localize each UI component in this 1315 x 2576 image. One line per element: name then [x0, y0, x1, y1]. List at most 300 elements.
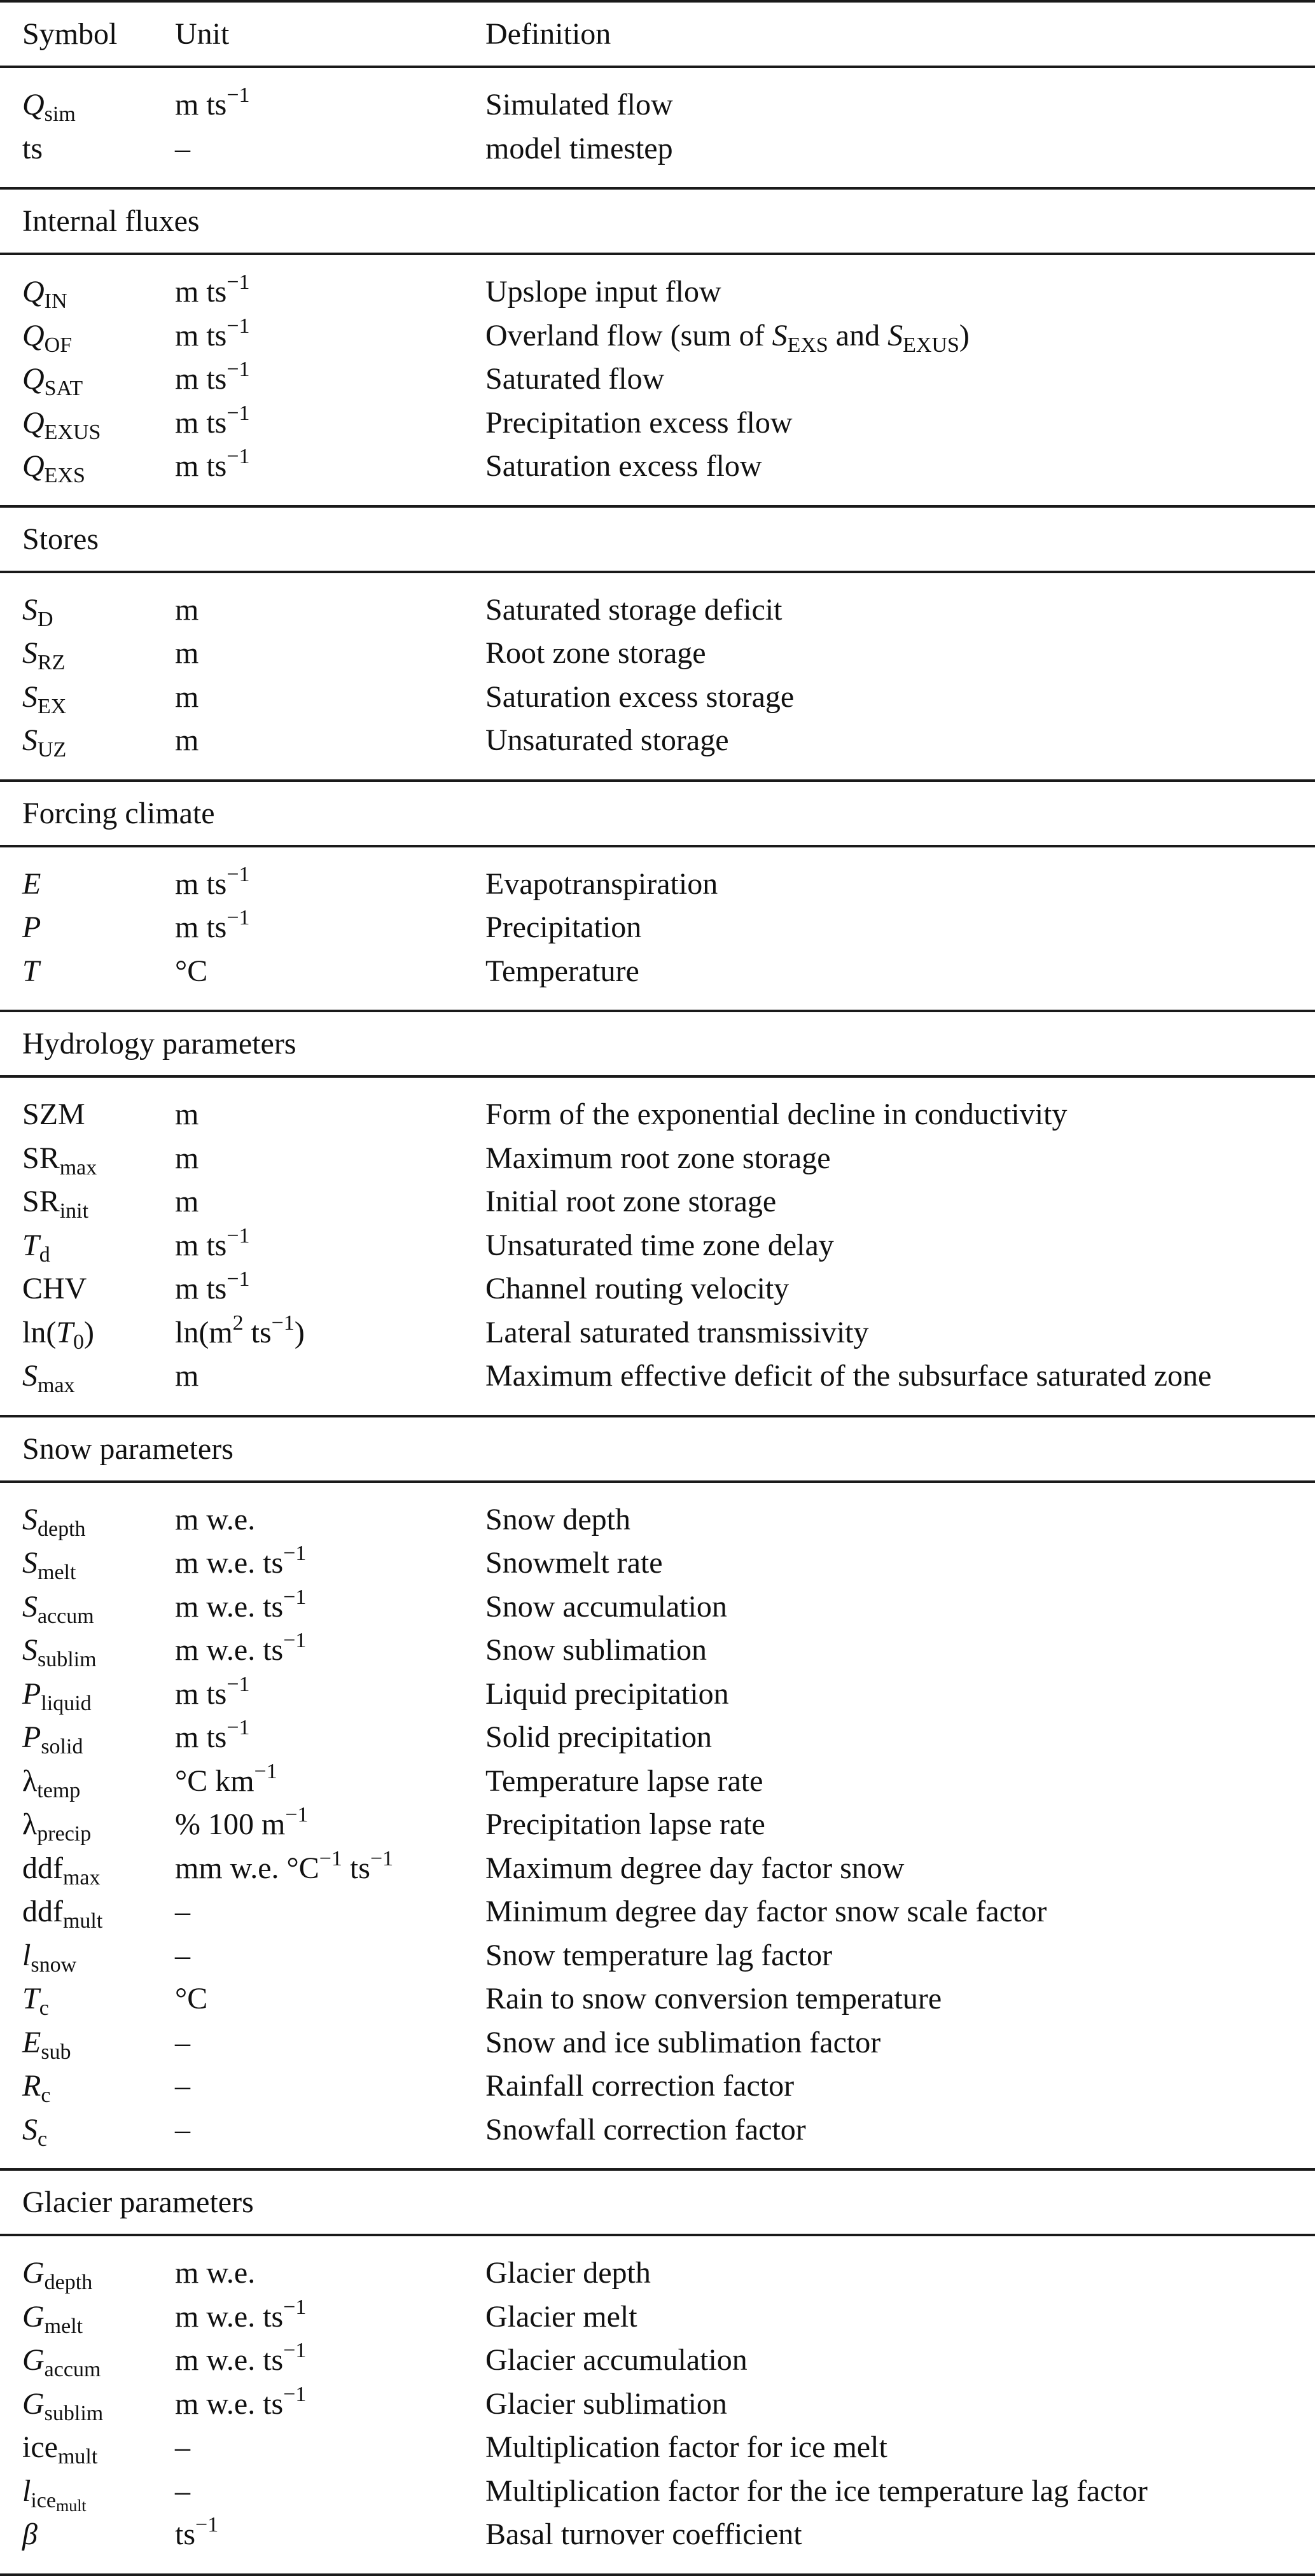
symbol-main: S: [22, 1502, 38, 1536]
table-row: [0, 1354, 1315, 1398]
symbol-cell: [22, 2021, 71, 2064]
definition-cell: Initial root zone storage: [485, 1185, 777, 1218]
symbol-subscript: EXS: [44, 464, 85, 487]
symbol-main: SR: [22, 1141, 60, 1175]
symbol-cell: [22, 1137, 97, 1180]
unit-cell: [175, 1977, 207, 2021]
unit-cell: mm w.e. $^\circ C^{-1}$ $ts^{-1}$: [175, 1846, 394, 1885]
definition-cell: Precipitation: [485, 910, 642, 944]
definition-cell: Glacier depth: [485, 2256, 651, 2290]
definition-cell: Unsaturated time zone delay: [485, 1228, 834, 1262]
section-title: Glacier parameters: [22, 2185, 254, 2219]
definition-cell: Evapotranspiration: [485, 867, 718, 901]
unit-text: –: [175, 2069, 190, 2103]
symbol-main: S: [22, 723, 38, 757]
definition-cell: Saturated flow: [485, 362, 665, 396]
unit-cell: [175, 83, 250, 127]
table-row: [0, 1673, 1315, 1716]
symbol-cell: [22, 719, 66, 762]
table-row: [0, 314, 1315, 358]
table-row: [0, 127, 1315, 171]
symbol-main: S: [22, 1633, 38, 1667]
definition-cell: Snow depth: [485, 1502, 630, 1536]
table-row: [0, 1629, 1315, 1673]
table-row: [0, 1093, 1315, 1137]
symbol-main: G: [22, 2386, 45, 2421]
unit-cell: [175, 314, 250, 358]
unit-text: m w.e.: [175, 2256, 256, 2290]
unit-superscript: −1: [283, 2339, 307, 2362]
unit-cell: [175, 1137, 198, 1180]
definition-cell: Rain to snow conversion temperature: [485, 1982, 942, 2016]
symbol-cell: [22, 2295, 83, 2339]
unit-text: m ts: [175, 910, 227, 944]
symbol-subscript: melt: [38, 1561, 76, 1584]
unit-text: °C: [175, 954, 208, 988]
table-row: [0, 2295, 1315, 2339]
definition-cell: Glacier melt: [485, 2299, 637, 2334]
table-rule: [0, 2573, 1315, 2576]
unit-text: m w.e. ts: [175, 2386, 284, 2421]
unit-text: m ts: [175, 405, 227, 440]
table-row: [0, 906, 1315, 950]
symbol-main: SR: [22, 1185, 60, 1218]
symbol-cell: [22, 1934, 76, 1977]
symbol-main: l: [22, 1938, 31, 1972]
unit-cell: [175, 1224, 250, 1267]
unit-cell: [175, 1180, 198, 1223]
unit-text: –: [175, 2474, 190, 2508]
symbol-main: Q: [22, 405, 45, 440]
definition-cell: Glacier sublimation: [485, 2386, 727, 2421]
unit-text: m ts: [175, 449, 227, 483]
table-row: [0, 2252, 1315, 2295]
table-row: [0, 401, 1315, 445]
unit-superscript: −1: [283, 2382, 307, 2406]
table-row: [0, 1934, 1315, 1978]
symbol-main: ice: [22, 2430, 58, 2464]
section-heading: [0, 782, 1315, 845]
symbol-subscript: EXUS: [44, 420, 101, 444]
definition-cell: Snowfall correction factor: [485, 2112, 806, 2147]
definition-cell: Liquid precipitation: [485, 1676, 729, 1711]
section-rows: [0, 573, 1315, 779]
symbol-main: Q: [22, 449, 45, 483]
table-row: [0, 1180, 1315, 1224]
symbol-subscript: max: [38, 1374, 75, 1397]
unit-text: m: [175, 1141, 199, 1175]
section-rows: [0, 847, 1315, 1010]
unit-superscript: −1: [285, 1803, 309, 1827]
definition-cell: Multiplication factor for ice melt: [485, 2430, 887, 2464]
definition-cell: Minimum degree day factor snow scale factor: [485, 1895, 1047, 1928]
symbol-subscript: c: [39, 1996, 49, 2020]
unit-cell: [175, 270, 250, 314]
section-rows: [0, 1483, 1315, 2169]
unit-cell: [175, 1267, 250, 1311]
symbol-main: P: [22, 910, 41, 944]
definition-cell: Form of the exponential decline in conductivity: [485, 1097, 1068, 1131]
symbol-cell: [22, 1803, 91, 1846]
unit-superscript: −1: [226, 1267, 250, 1291]
unit-superscript: −1: [226, 1223, 250, 1248]
table-row: [0, 1803, 1315, 1847]
symbol-subscript: max: [59, 1155, 97, 1180]
definition-cell: Saturation excess flow: [485, 449, 762, 483]
symbol-cell: [22, 1585, 94, 1629]
symbol-subscript: temp: [37, 1778, 81, 1802]
symbol-subscript: accum: [44, 2358, 101, 2381]
definition-cell: Saturation excess storage: [485, 679, 795, 714]
unit-text: m ts: [175, 88, 227, 122]
unit-cell: [175, 588, 198, 632]
table-row: [0, 2470, 1315, 2514]
unit-superscript: −1: [254, 1759, 277, 1783]
symbol-cell: [22, 358, 83, 401]
definition-cell: Snowmelt rate: [485, 1546, 663, 1580]
symbol-main: T: [22, 1228, 39, 1262]
unit-text: m ts: [175, 867, 227, 901]
table-row: [0, 1847, 1315, 1891]
definition-cell: Maximum degree day factor snow: [485, 1851, 905, 1885]
symbol-cell: [22, 445, 85, 488]
definition-cell: Maximum effective deficit of the subsurface saturated zone: [485, 1359, 1212, 1393]
table-row: [0, 2513, 1315, 2557]
unit-cell: [175, 1585, 306, 1629]
symbol-main: T: [22, 1982, 39, 2016]
unit-cell: [175, 1934, 190, 1977]
symbol-cell: [22, 1093, 85, 1136]
table-row: [0, 1585, 1315, 1629]
symbol-main: G: [22, 2256, 45, 2290]
table-row: [0, 1890, 1315, 1934]
table-row: [0, 1267, 1315, 1311]
symbol-main: S: [22, 1546, 38, 1580]
table-row: [0, 588, 1315, 632]
table-row: [0, 1542, 1315, 1585]
unit-cell: [175, 1716, 250, 1759]
symbol-cell: [22, 2108, 47, 2152]
unit-superscript: −1: [226, 1672, 250, 1696]
definition-cell: Rainfall correction factor: [485, 2069, 795, 2103]
unit-cell: [175, 1629, 306, 1672]
unit-text: m: [175, 723, 199, 757]
unit-text: –: [175, 2025, 190, 2059]
definition-cell: Multiplication factor for the ice temperature lag factor: [485, 2474, 1148, 2508]
definition-cell: Lateral saturated transmissivity: [485, 1315, 869, 1349]
symbol-subscript: SAT: [44, 377, 83, 400]
table-row: [0, 1760, 1315, 1804]
section-title: Hydrology parameters: [22, 1027, 296, 1061]
header-unit: Unit: [175, 17, 230, 51]
symbol-main: Q: [22, 275, 45, 309]
unit-cell: [175, 906, 250, 949]
symbol-main: λ: [22, 1807, 38, 1841]
section-rows: [0, 255, 1315, 505]
symbol-subscript: mult: [57, 2445, 98, 2468]
symbol-cell: [22, 588, 53, 632]
unit-superscript: −1: [226, 270, 250, 294]
table-row: [0, 1498, 1315, 1542]
table-row: [0, 2383, 1315, 2426]
unit-cell: [175, 401, 250, 445]
unit-cell: [175, 1890, 190, 1933]
unit-superscript: −1: [283, 1585, 307, 1609]
unit-text: m w.e. ts: [175, 1589, 284, 1624]
unit-cell: [175, 2021, 190, 2064]
definition-cell: Snow sublimation: [485, 1633, 707, 1667]
unit-superscript: −1: [226, 445, 250, 468]
unit-superscript: −1: [226, 358, 250, 381]
symbol-main: G: [22, 2343, 45, 2377]
symbol-subscript: liquid: [41, 1691, 92, 1715]
unit-text: m: [175, 1097, 199, 1131]
unit-text: m: [175, 592, 199, 627]
symbol-main: ddf: [22, 1851, 63, 1885]
unit-cell: [175, 2470, 190, 2513]
definition-cell: Solid precipitation: [485, 1720, 712, 1754]
symbol-cell: [22, 906, 41, 949]
symbol-subscript: c: [38, 2127, 48, 2151]
symbol-main: Q: [22, 318, 45, 352]
definition-cell: model timestep: [485, 131, 673, 165]
symbol-main: S: [22, 636, 38, 670]
unit-cell: [175, 2513, 218, 2556]
symbol-cell: [22, 1629, 97, 1672]
symbol-cell: [22, 2426, 97, 2469]
table-row: [0, 632, 1315, 676]
symbol-subscript: depth: [44, 2271, 93, 2294]
section-rows: [0, 2236, 1315, 2573]
symbol-cell: [22, 1267, 87, 1311]
unit-text: °C: [175, 1982, 208, 2016]
unit-text: –: [175, 2112, 190, 2147]
unit-cell: [175, 1498, 255, 1542]
symbol-cell: [22, 863, 41, 906]
unit-text: –: [175, 1938, 190, 1972]
unit-text: m w.e. ts: [175, 1633, 284, 1667]
unit-text: –: [175, 131, 190, 165]
unit-text: –: [175, 2430, 190, 2464]
symbol-subscript: depth: [38, 1517, 86, 1541]
unit-superscript: −1: [226, 862, 250, 886]
table-row: [0, 1311, 1315, 1355]
definition-cell: Simulated flow: [485, 88, 673, 122]
definition-cell: Snow temperature lag factor: [485, 1938, 833, 1972]
unit-cell: $\ln(m^2$ $ts^{-1}$): [175, 1311, 305, 1349]
definition-cell: Maximum root zone storage: [485, 1141, 831, 1175]
symbol-cell: [22, 1354, 75, 1398]
symbol-cell: [22, 1716, 83, 1759]
symbol-cell: [22, 1977, 49, 2021]
symbol-cell: [22, 676, 66, 719]
symbol-subscript: sublim: [44, 2401, 104, 2425]
symbol-cell: [22, 401, 101, 445]
unit-text: –: [175, 1895, 190, 1928]
symbol-cell: [22, 1224, 50, 1267]
definition-cell: Temperature: [485, 954, 639, 988]
unit-text: m ts: [175, 1272, 227, 1305]
symbol-main: β: [22, 2517, 38, 2551]
symbol-subscript: solid: [41, 1735, 83, 1758]
section-title: Stores: [22, 522, 99, 556]
section-rows: [0, 1078, 1315, 1415]
definition-cell: Temperature lapse rate: [485, 1764, 763, 1798]
unit-superscript: −1: [226, 1716, 250, 1739]
table-row: [0, 1137, 1315, 1181]
symbol-subscript: EX: [38, 694, 67, 718]
unit-text: m w.e. ts: [175, 1546, 284, 1580]
unit-cell: [175, 2426, 190, 2469]
symbol-subscript: max: [62, 1865, 101, 1890]
symbol-subscript: snow: [31, 1953, 77, 1977]
header-definition: Definition: [485, 17, 611, 51]
symbol-cell: [22, 950, 39, 993]
symbol-cell: [22, 2064, 50, 2108]
table-row: [0, 270, 1315, 314]
table-row: [0, 2064, 1315, 2108]
definition-cell: Snow and ice sublimation factor: [485, 2025, 881, 2059]
unit-cell: [175, 2383, 306, 2426]
symbol-main: λ: [22, 1764, 38, 1798]
unit-cell: [175, 1542, 306, 1585]
unit-text: m w.e. ts: [175, 2343, 284, 2377]
section-heading: [0, 1012, 1315, 1075]
symbol-cell: [22, 1760, 80, 1803]
unit-text: m: [175, 679, 199, 714]
symbol-cell: [22, 2513, 38, 2556]
definition-cell: Upslope input flow: [485, 275, 721, 309]
symbol-subscript: RZ: [38, 651, 66, 674]
table-row: [0, 358, 1315, 401]
unit-superscript: −1: [370, 1846, 394, 1870]
unit-superscript: −1: [283, 1542, 307, 1565]
symbol-main: R: [22, 2069, 41, 2103]
symbol-subscript: sim: [44, 102, 76, 126]
symbol-subscript: mult: [62, 1909, 103, 1933]
unit-cell: [175, 1354, 198, 1398]
section-heading: [0, 508, 1315, 571]
unit-superscript: −1: [226, 83, 250, 107]
definition-cell: Unsaturated storage: [485, 723, 729, 757]
symbol-cell: [22, 1890, 102, 1933]
unit-cell: [175, 676, 198, 719]
symbol-cell: [22, 2339, 101, 2382]
table-row: [0, 83, 1315, 127]
symbol-main: P: [22, 1676, 41, 1711]
unit-text: m ts: [175, 275, 227, 309]
table-row: [0, 1224, 1315, 1268]
table-row: [0, 445, 1315, 489]
unit-cell: [175, 1673, 250, 1716]
unit-cell: [175, 1803, 309, 1846]
symbol-subscript: IN: [44, 289, 67, 313]
symbol-main: T: [22, 954, 39, 988]
symbol-cell: [22, 127, 43, 171]
unit-cell: [175, 2295, 306, 2339]
definition-cell: Glacier accumulation: [485, 2343, 748, 2377]
unit-text: m w.e.: [175, 1502, 256, 1536]
symbol-subscript: melt: [44, 2314, 83, 2338]
symbol-main: Q: [22, 88, 45, 122]
symbol-main: SZM: [22, 1097, 85, 1131]
symbol-main: CHV: [22, 1272, 87, 1305]
symbol-cell: [22, 270, 67, 314]
unit-cell: [175, 2108, 190, 2152]
table-row: [0, 2021, 1315, 2065]
unit-text: m ts: [175, 1720, 227, 1754]
symbol-cell: [22, 1542, 76, 1585]
symbol-subscript: d: [39, 1243, 50, 1267]
unit-text: % 100 m: [175, 1807, 286, 1841]
unit-cell: [175, 2252, 255, 2295]
unit-text: m ts: [175, 1676, 227, 1711]
unit-cell: [175, 2339, 306, 2382]
definition-cell: Basal turnover coefficient: [485, 2517, 802, 2551]
unit-cell: [175, 127, 190, 171]
symbol-main: ts: [22, 131, 43, 165]
symbol-main: E: [22, 867, 41, 901]
symbol-cell: [22, 1498, 86, 1542]
symbol-main: S: [22, 592, 38, 627]
symbol-cell: [22, 1847, 101, 1890]
unit-cell: [175, 632, 198, 675]
table-row: [0, 2339, 1315, 2383]
section-heading: [0, 2171, 1315, 2234]
table-row: [0, 2426, 1315, 2470]
unit-superscript: −1: [283, 2295, 307, 2319]
section-title: Snow parameters: [22, 1431, 233, 1466]
symbol-subscript: init: [59, 1199, 89, 1223]
symbol-cell: $\ln(T_0)$: [22, 1315, 95, 1354]
definition-cell: Snow accumulation: [485, 1589, 727, 1624]
table-row: [0, 676, 1315, 720]
symbol-subscript: sublim: [38, 1648, 97, 1671]
unit-superscript: −1: [226, 401, 250, 425]
symbol-main: l: [22, 2474, 31, 2508]
section-title: Forcing climate: [22, 796, 215, 830]
symbol-cell: [22, 1180, 88, 1223]
definition-cell: Root zone storage: [485, 636, 706, 670]
symbol-main: S: [22, 2112, 38, 2147]
unit-cell: [175, 863, 250, 906]
unit-cell: [175, 2064, 190, 2108]
table-header: [0, 3, 1315, 66]
symbol-subscript: UZ: [38, 738, 67, 762]
definition-cell: Precipitation lapse rate: [485, 1807, 765, 1841]
symbol-main: E: [22, 2025, 41, 2059]
symbol-main: Q: [22, 362, 45, 396]
table-row: [0, 2108, 1315, 2152]
unit-superscript: −1: [226, 314, 250, 338]
unit-text: m: [175, 1359, 199, 1393]
definition-cell: Overland flow (sum of $S_{EXS}$ and $S_{EXUS}$): [485, 318, 970, 357]
header-symbol: Symbol: [22, 17, 118, 51]
unit-superscript: −1: [283, 1629, 307, 1652]
symbol-main: ddf: [22, 1895, 63, 1928]
symbol-cell: $l_{ice_{mult}}$: [22, 2474, 87, 2515]
table-row: [0, 1716, 1315, 1760]
symbol-main: G: [22, 2299, 45, 2334]
unit-cell: [175, 445, 250, 488]
unit-text: m: [175, 1185, 199, 1218]
section-heading: [0, 1417, 1315, 1480]
definition-cell: Saturated storage deficit: [485, 592, 783, 627]
unit-cell: [175, 1760, 277, 1803]
section-title: Internal fluxes: [22, 204, 200, 238]
symbol-subscript: D: [38, 607, 53, 631]
unit-superscript: −1: [195, 2513, 219, 2537]
